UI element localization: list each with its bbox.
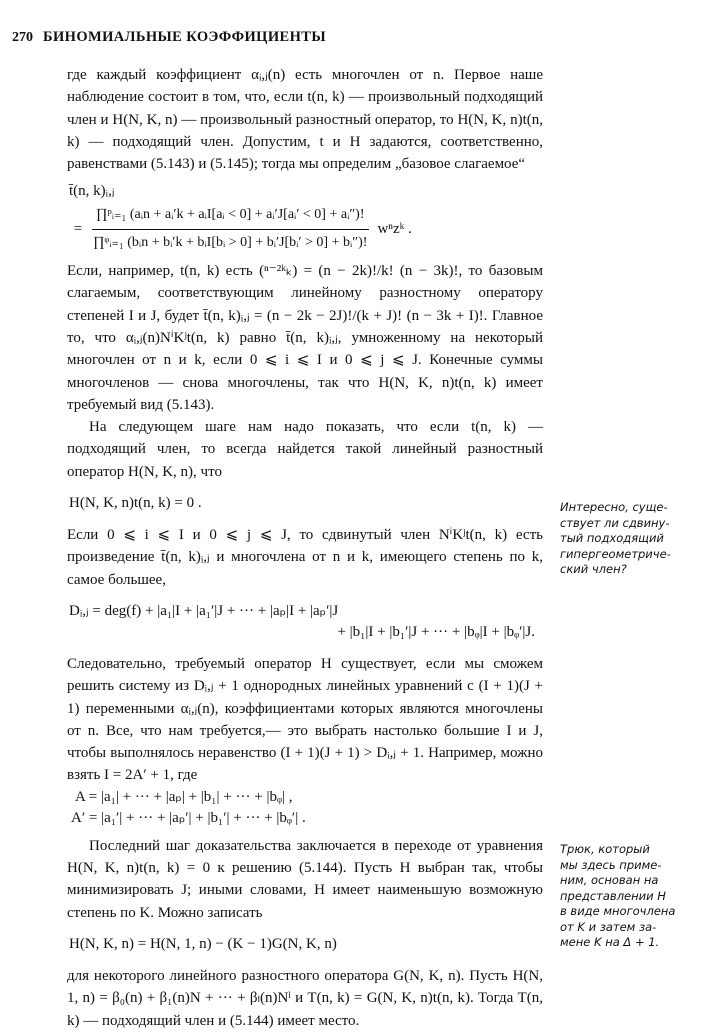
equation-h-decomposition: H(N, K, n) = H(N, 1, n) − (K − 1)G(N, K, n) <box>69 935 337 952</box>
fraction-denominator: ∏ᵠᵢ₌₁ (bᵢn + bᵢ′k + bᵢI[bᵢ > 0] + bᵢ′J[bᵢ′ > 0] + bᵢ″)! <box>93 234 368 250</box>
base-term-fraction <box>89 204 371 254</box>
paragraph-7: для некоторого линейного разностного оператора G(N, K, n). Пусть H(N, 1, n) = β₀(n) + β₁(n)N + ··· + βₗ(n)Nˡ и T(n, k) = G(N, K, n)t(n, k). Тогда T(n, k) — подходящий член и (5.144) имеет место. <box>67 967 543 1029</box>
paragraph-4: Если 0 ⩽ i ⩽ I и 0 ⩽ j ⩽ J, то сдвинутый член NⁱKʲt(n, k) есть произведение t̄(n, k)ᵢ,ⱼ и многочлена от n и k, имеющего степень по k, самое большее, <box>67 527 543 588</box>
main-text <box>67 64 543 1032</box>
equation-d-line-1: Dᵢ,ⱼ = deg(f) + |a₁|I + |a₁′|J + ··· + |aₚ|I + |aₚ′|J <box>69 602 339 619</box>
paragraph-3: На следующем шаге нам надо показать, что если t(n, k) — подходящий член, то всегда найдется такой линейный разностный оператор H(N, K, n), что <box>67 419 543 480</box>
fraction-tail: wⁿzᵏ . <box>377 221 412 238</box>
paragraph-5: Следовательно, требуемый оператор H существует, если мы сможем решить систему из Dᵢ,ⱼ + 1 однородных линейных уравнений с (I + 1)(J + 1) переменными αᵢ,ⱼ(n), коэффициентами которых являются многочлены от n. Все, что нам требуется,— это выбрать настолько большие I и J, чтобы выполнялось неравенство (I + 1)(J + 1) > Dᵢ,ⱼ + 1. Например, можно взять I = 2A′ + 1, где <box>67 655 543 784</box>
page-number: 270 <box>12 30 33 45</box>
paragraph-1: где каждый коэффициент αᵢ,ⱼ(n) есть многочлен от n. Первое наше наблюдение состоит в том, что, если t(n, k) — произвольный подходящий член и H(N, K, n) — произвольный разностный оператор, то H(N, K, n)t(n, k) — подходящий член. Допустим, t и H задаются, соответственно, равенствами (5.143) и (5.145); тогда мы определим „базовое слагаемое“ <box>67 67 543 173</box>
paragraph-6: Последний шаг доказательства заключается в переходе от уравнения H(N, K, n)t(n, k) = 0 к решению (5.144). Пусть H выбран так, чтобы минимизировать J; иными словами, H имеет наименьшую возможную степень по K. Можно записать <box>67 837 543 921</box>
fraction-numerator: ∏ᵖᵢ₌₁ (aᵢn + aᵢ′k + aᵢI[aᵢ < 0] + aᵢ′J[aᵢ′ < 0] + aᵢ″)! <box>92 204 369 229</box>
page-header <box>12 28 326 46</box>
equals-sign: = <box>73 221 83 238</box>
base-term-equation <box>67 204 543 254</box>
margin-note-1: Интересно, суще- ствует ли сдвину- тый подходящий гипергеометриче- ский член? <box>560 500 671 576</box>
chapter-title: БИНОМИАЛЬНЫЕ КОЭФФИЦИЕНТЫ <box>43 29 327 45</box>
paragraph-2: Если, например, t(n, k) есть (ⁿ⁻²ᵏₖ) = (n − 2k)!/k! (n − 3k)!, то базовым слагаемым, соответствующим линейному разностному оператору степеней I и J, будет t̄(n, k)ᵢ,ⱼ = (n − 2k − 2J)!/(k + J)! (n − 3k + I)!. Главное то, что αᵢ,ⱼ(n)NⁱKʲt(n, k) равно t̄(n, k)ᵢ,ⱼ, умноженному на некоторый многочлен от n и k, если 0 ⩽ i ⩽ I и 0 ⩽ j ⩽ J. Конечные суммы многочленов — снова многочлены, так что H(N, K, n)t(n, k) имеет требуемый вид (5.143). <box>67 263 543 413</box>
equation-h-zero: H(N, K, n)t(n, k) = 0 . <box>69 495 202 512</box>
equation-a-prime: A′ = |a₁′| + ··· + |aₚ′| + |b₁′| + ··· + |bᵩ′| . <box>71 809 306 826</box>
base-term-lhs: t̄(n, k)ᵢ,ⱼ <box>69 183 115 200</box>
equation-a: A = |a₁| + ··· + |aₚ| + |b₁| + ··· + |bᵩ| , <box>75 788 293 805</box>
margin-note-2: Трюк, который мы здесь приме- ним, основан на представлении H в виде многочлена от K и затем за- мене K на Δ + 1. <box>560 842 676 949</box>
equation-d-line-2: + |b₁|I + |b₁′|J + ··· + |bᵩ|I + |bᵩ′|J. <box>337 623 535 640</box>
